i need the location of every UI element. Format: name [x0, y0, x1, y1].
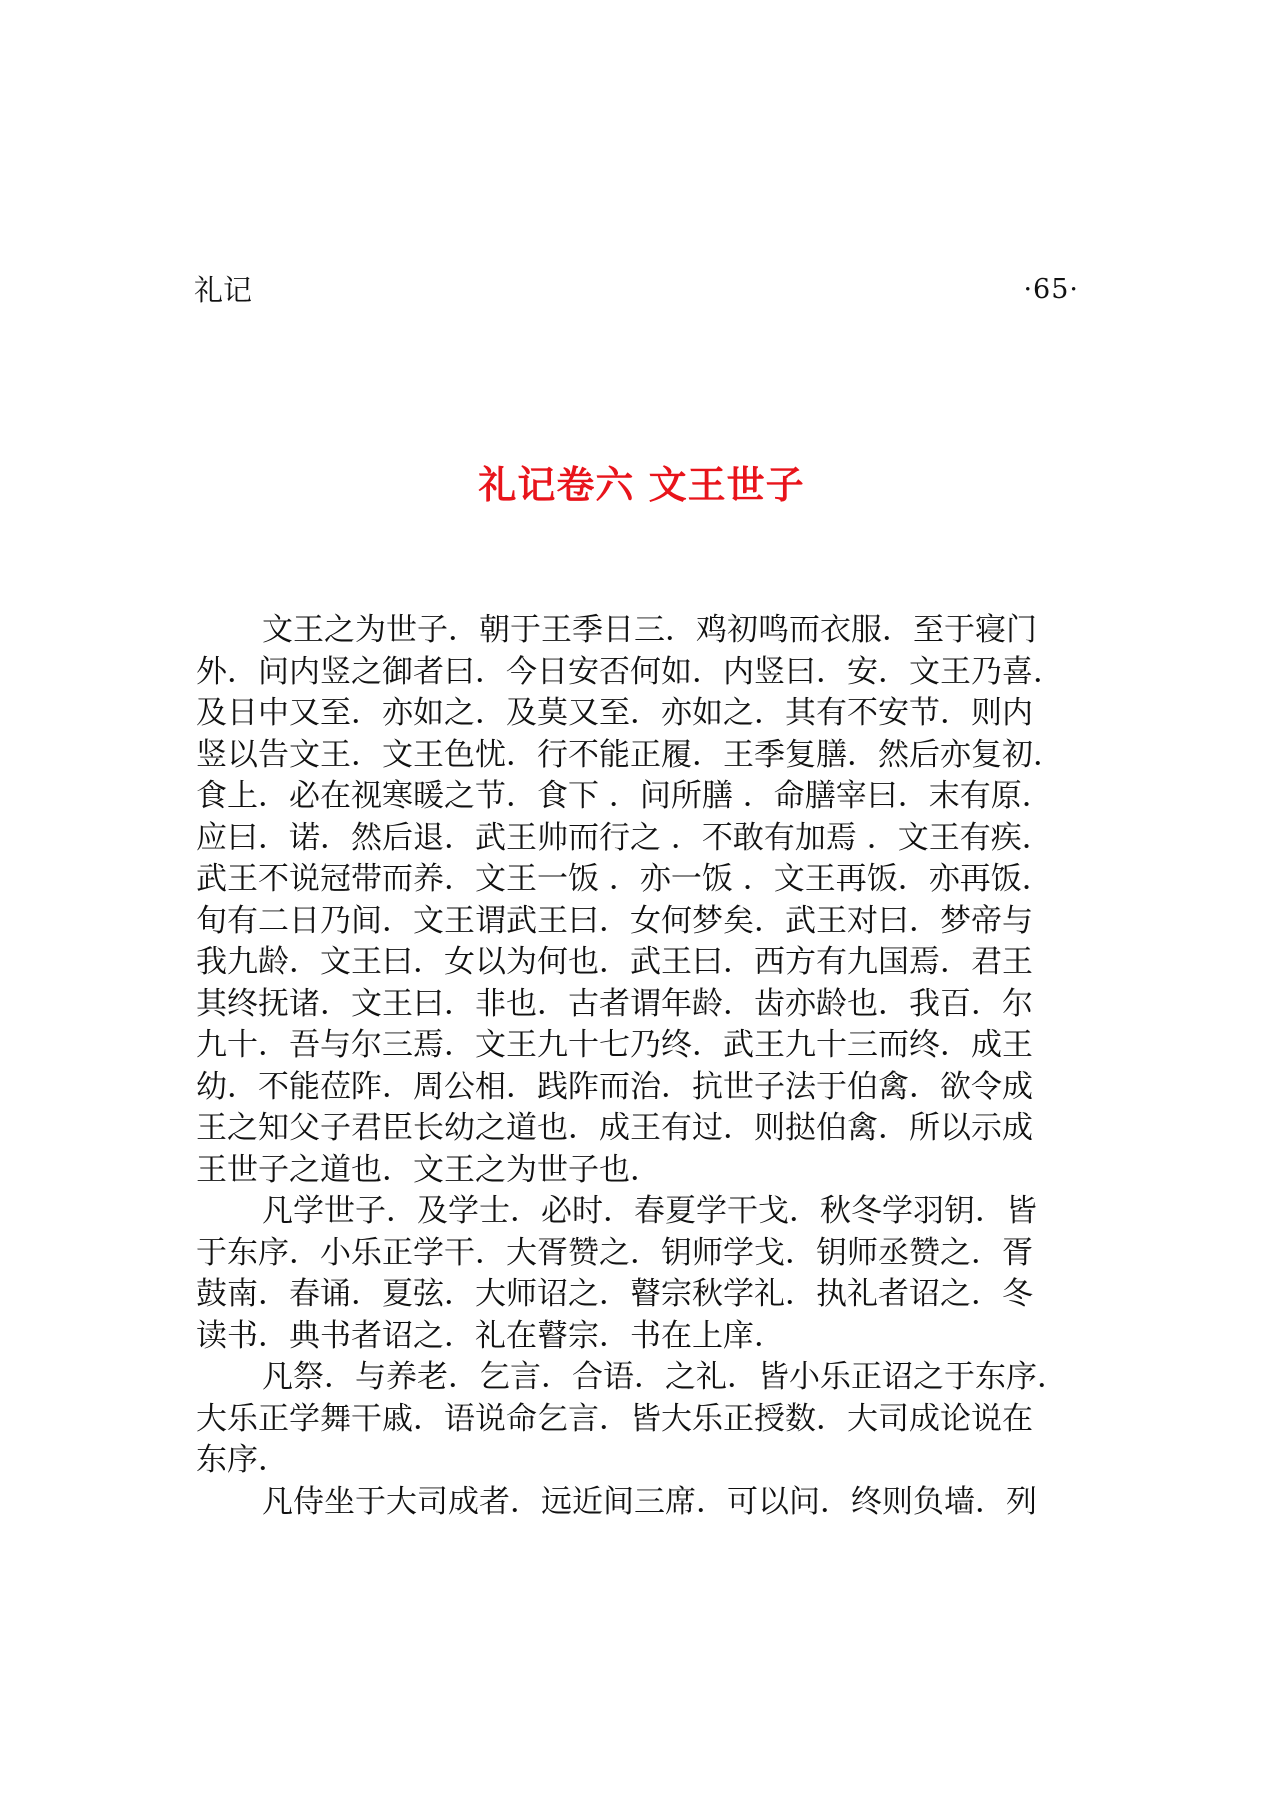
text-line: 武王不说冠带而养．文王一饭 ．亦一饭 ．文王再饭．亦再饭． — [196, 861, 1053, 897]
text-line: 及日中又至．亦如之．及莫又至．亦如之．其有不安节．则内 — [196, 695, 1033, 731]
body-text — [196, 610, 1086, 1523]
text-line: 旬有二日乃间．文王谓武王曰．女何梦矣．武王对曰．梦帝与 — [196, 902, 1033, 939]
page-number: ·65· — [1023, 274, 1079, 305]
paragraph-first-line: 凡学世子．及学士．必时．春夏学干戈．秋冬学羽钥．皆 — [262, 1193, 1037, 1229]
text-line: 于东序．小乐正学干．大胥赞之．钥师学戈．钥师丞赞之．胥 — [196, 1234, 1033, 1271]
text-line: 外．问内竖之御者曰．今日安否何如．内竖曰．安．文王乃喜． — [196, 653, 1064, 690]
text-line: 其终抚诸．文王曰．非也．古者谓年龄．齿亦龄也．我百．尔 — [196, 985, 1033, 1022]
chapter-title: 礼记卷六 文王世子 — [478, 463, 805, 507]
text-line: 王之知父子君臣长幼之道也．成王有过．则挞伯禽．所以示成 — [196, 1110, 1033, 1146]
text-line: 九十．吾与尔三焉．文王九十七乃终．武王九十三而终．成王 — [196, 1027, 1033, 1063]
text-line: 东序． — [196, 1442, 289, 1478]
text-line: 读书．典书者诏之．礼在瞽宗．书在上庠． — [196, 1317, 785, 1354]
text-line: 王世子之道也．文王之为世子也． — [196, 1151, 661, 1188]
running-head — [0, 270, 1283, 310]
paragraph-first-line: 凡祭．与养老．乞言．合语．之礼．皆小乐正诏之于东序． — [262, 1359, 1068, 1395]
book-title: 礼记 — [194, 273, 253, 307]
text-line: 大乐正学舞干戚．语说命乞言．皆大乐正授数．大司成论说在 — [196, 1400, 1033, 1437]
paragraph-first-line: 文王之为世子．朝于王季日三．鸡初鸣而衣服．至于寝门 — [262, 612, 1037, 648]
text-line: 鼓南．春诵．夏弦．大师诏之．瞽宗秋学礼．执礼者诏之．冬 — [196, 1276, 1033, 1312]
text-line: 应曰．诺．然后退．武王帅而行之 ．不敢有加焉 ．文王有疾． — [196, 819, 1053, 856]
text-line: 竖以告文王．文王色忧．行不能正履．王季复膳．然后亦复初． — [196, 736, 1064, 773]
text-line: 我九龄．文王曰．女以为何也．武王曰．西方有九国焉．君王 — [196, 944, 1033, 980]
paragraph-first-line: 凡侍坐于大司成者．远近间三席．可以问．终则负墙．列 — [262, 1483, 1037, 1520]
text-line: 食上．必在视寒暖之节．食下 ．问所膳 ．命膳宰曰．末有原． — [196, 778, 1053, 814]
text-line: 幼．不能莅阼．周公相．践阼而治．抗世子法于伯禽．欲令成 — [196, 1068, 1033, 1105]
